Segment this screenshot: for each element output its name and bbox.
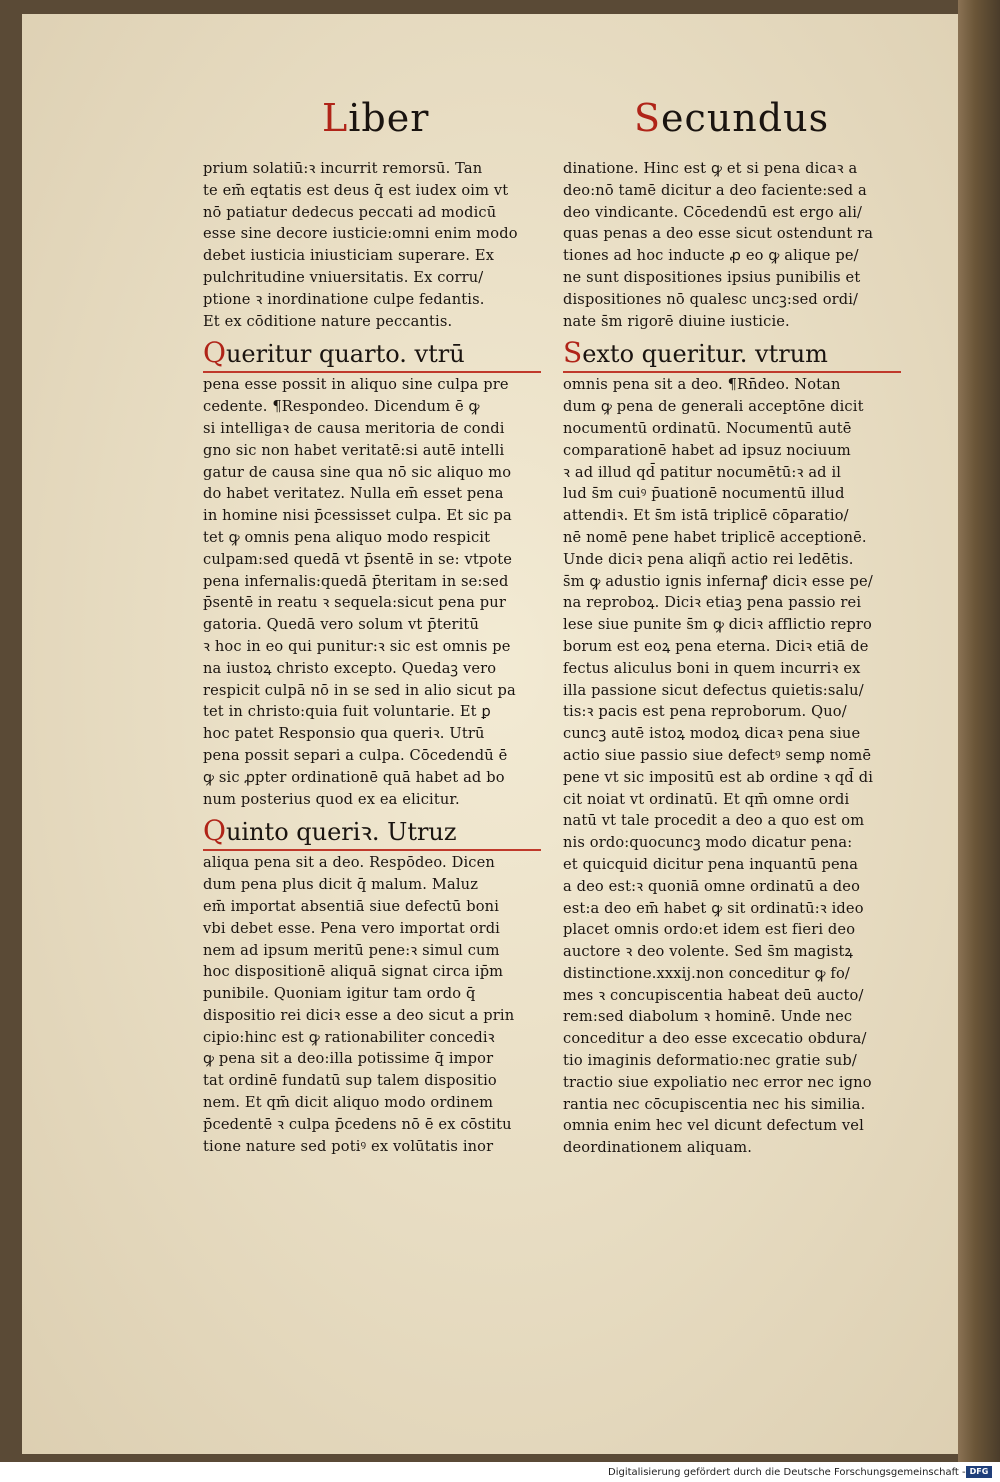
text-line: deo:nō tamē dicitur a deo faciente:sed a	[563, 181, 867, 199]
text-line: esse sine decore iusticie:omni enim modo	[203, 225, 518, 243]
text-line: omnia enim hec vel dicunt defectum vel	[563, 1117, 864, 1135]
running-head-right-text: Secundus	[634, 96, 830, 140]
text-line: ptione ꝛ inordinatione culpe fedantis.	[203, 290, 485, 308]
text-line: na reproboꝝ. Diciꝛ etiaꝫ pena passio rei	[563, 594, 862, 612]
text-line: in homine nisi p̄cessisset culpa. Et sic pa	[203, 507, 512, 525]
text-line: pena infernalis:quedā p̄teritam in se:sed	[203, 572, 509, 590]
text-line: distinctione.xxxij.non conceditur ꝙ fo/	[563, 964, 850, 982]
text-line: est:a deo em̄ habet ꝙ sit ordinatū:ꝛ ideo	[563, 899, 864, 917]
text-line: cit noiat vt ordinatū. Et qm̄ omne ordi	[563, 790, 850, 808]
text-line: natū vt tale procedit a deo a quo est om	[563, 812, 865, 830]
text-line: nō patiatur dedecus peccati ad modicū	[203, 203, 497, 221]
text-line: rem:sed diabolum ꝛ hominē. Unde nec	[563, 1008, 853, 1026]
text-line: gno sic non habet veritatē:si autē intelli	[203, 441, 505, 459]
text-line: culpam:sed quedā vt p̄sentē in se: vtpote	[203, 550, 513, 568]
rubricated-initial: S	[634, 96, 662, 140]
q5-body	[203, 852, 553, 1157]
text-line: cedente. ¶Respondeo. Dicendum ē ꝙ	[203, 398, 480, 416]
text-line: respicit culpā nō in se sed in alio sicut pa	[203, 681, 516, 699]
running-head-right	[634, 96, 829, 140]
text-line: fectus aliculus boni in quem incurriꝛ ex	[563, 659, 861, 677]
text-line: p̄sentē in reatu ꝛ sequela:sicut pena pur	[203, 594, 506, 612]
text-line: ꝛ hoc in eo qui punitur:ꝛ sic est omnis pe	[203, 637, 511, 655]
text-line: nem ad ipsum meritū pene:ꝛ simul cum	[203, 941, 500, 959]
text-line: pena possit separi a culpa. Cōcedendū ē	[203, 746, 508, 764]
text-line: dum pena plus dicit q̄ malum. Maluz	[203, 876, 479, 894]
text-line: cipio:hinc est ꝙ rationabiliter concediꝛ	[203, 1028, 495, 1046]
rubricated-initial: Q	[203, 336, 226, 370]
text-line: nis ordo:quocuncꝫ modo dicatur pena:	[563, 834, 853, 852]
text-line: actio siue passio siue defectꝰ semꝑ nomē	[563, 746, 872, 764]
text-line: a deo est:ꝛ quoniā omne ordinatū a deo	[563, 877, 861, 895]
text-line: tione nature sed potiꝰ ex volūtatis inor	[203, 1137, 494, 1155]
text-line: nocumentū ordinatū. Nocumentū autē	[563, 419, 852, 437]
text-line: placet omnis ordo:et idem est fieri deo	[563, 921, 856, 939]
dfg-logo: DFG	[966, 1466, 992, 1478]
text-line: dum ꝙ pena de generali acceptōne dicit	[563, 398, 864, 416]
text-line: mes ꝛ concupiscentia habeat deū aucto/	[563, 986, 864, 1004]
text-line: na iustoꝝ christo excepto. Quedaꝫ vero	[203, 659, 497, 677]
text-line: aliqua pena sit a deo. Respōdeo. Dicen	[203, 854, 495, 872]
text-line: attendiꝛ. Et s̄m istā triplicē cōparatio/	[563, 507, 849, 525]
text-line: rantia nec cōcupiscentia nec his similia.	[563, 1095, 866, 1113]
text-line: borum est eoꝝ pena eterna. Diciꝛ etiā de	[563, 637, 869, 655]
running-head-left	[322, 96, 429, 140]
text-line: quas penas a deo esse sicut ostendunt ra	[563, 225, 874, 243]
book-gutter	[958, 0, 1000, 1462]
left-para-top	[203, 158, 553, 332]
text-line: pulchritudine vniuersitatis. Ex corru/	[203, 268, 484, 286]
text-line: nate s̄m rigorē diuine iusticie.	[563, 312, 790, 330]
q6-body	[563, 374, 913, 1159]
q6-heading: Sexto queritur. vtrum	[563, 338, 901, 373]
q5-heading: Quinto queriꝛ. Utruz	[203, 816, 541, 851]
text-line: dinatione. Hinc est ꝙ et si pena dicaꝛ a	[563, 160, 858, 177]
text-line: punibile. Quoniam igitur tam ordo q̄	[203, 985, 476, 1003]
text-line: tet in christo:quia fuit voluntarie. Et ꝑ	[203, 703, 491, 721]
text-line: tis:ꝛ pacis est pena reproborum. Quo/	[563, 703, 847, 721]
text-line: conceditur a deo esse excecatio obdura/	[563, 1030, 867, 1048]
text-line: s̄m ꝙ adustio ignis infernaꝭ diciꝛ esse pe/	[563, 572, 873, 590]
text-line: tractio siue expoliatio nec error nec igno	[563, 1073, 872, 1091]
text-line: comparationē habet ad ipsuz nociuum	[563, 441, 851, 459]
text-line: gatoria. Quedā vero solum vt p̄teritū	[203, 616, 479, 634]
text-line: Et ex cōditione nature peccantis.	[203, 312, 453, 330]
text-line: do habet veritatez. Nulla em̄ esset pena	[203, 485, 504, 503]
text-line: lese siue punite s̄m ꝙ diciꝛ afflictio repro	[563, 616, 872, 634]
digitization-credit: Digitalisierung gefördert durch die Deutsche Forschungsgemeinschaft -	[608, 1467, 966, 1478]
text-line: si intelligaꝛ de causa meritoria de condi	[203, 419, 505, 437]
text-line: omnis pena sit a deo. ¶Rn̄deo. Notan	[563, 376, 841, 394]
right-column	[563, 158, 913, 1159]
text-line: dispositiones nō qualesc uncꝫ:sed ordi/	[563, 290, 859, 308]
text-line: auctore ꝛ deo volente. Sed s̄m magistꝝ	[563, 943, 854, 961]
text-line: hoc patet Responsio qua queriꝛ. Utrū	[203, 725, 485, 743]
text-line: ne sunt dispositiones ipsius punibilis et	[563, 268, 861, 286]
text-line: hoc dispositionē aliquā signat circa ip̄m	[203, 963, 504, 981]
text-line: tio imaginis deformatio:nec gratie sub/	[563, 1052, 857, 1070]
text-line: deordinationem aliquam.	[563, 1139, 753, 1157]
text-line: nē nomē pene habet triplicē acceptionē.	[563, 528, 867, 546]
text-line: p̄cedentē ꝛ culpa p̄cedens nō ē ex cōstitu	[203, 1115, 512, 1133]
rubricated-initial: S	[563, 336, 583, 370]
text-line: Unde diciꝛ pena aliqñ actio rei ledētis.	[563, 550, 854, 568]
text-line: dispositio rei diciꝛ esse a deo sicut a prin	[203, 1006, 515, 1024]
text-line: nem. Et qm̄ dicit aliquo modo ordinem	[203, 1094, 494, 1112]
q4-heading: Queritur quarto. vtrū	[203, 338, 541, 373]
text-line: debet iusticia iniusticiam superare. Ex	[203, 247, 495, 265]
text-line: prium solatiū:ꝛ incurrit remorsū. Tan	[203, 160, 483, 177]
text-line: tet ꝙ omnis pena aliquo modo respicit	[203, 528, 491, 546]
text-line: vbi debet esse. Pena vero importat ordi	[203, 919, 501, 937]
text-line: ꝙ pena sit a deo:illa potissime q̄ impor	[203, 1050, 494, 1068]
text-line: tat ordinē fundatū sup talem dispositio	[203, 1072, 497, 1090]
text-line: pena esse possit in aliquo sine culpa pre	[203, 376, 509, 394]
text-line: ꝙ sic ꝓpter ordinationē quā habet ad bo	[203, 768, 505, 786]
left-column	[203, 158, 553, 1157]
text-line: pene vt sic impositū est ab ordine ꝛ qd̄ di	[563, 768, 874, 786]
text-line: te em̄ eqtatis est deus q̄ est iudex oim vt	[203, 181, 509, 199]
text-line: tiones ad hoc inducte ꝓ eo ꝙ alique pe/	[563, 247, 859, 265]
text-line: illa passione sicut defectus quietis:salu/	[563, 681, 864, 699]
text-line: ꝛ ad illud qd̄ patitur nocumētū:ꝛ ad il	[563, 463, 842, 481]
text-line: em̄ importat absentiā siue defectū boni	[203, 897, 500, 915]
running-head-left-text: Liber	[322, 96, 430, 140]
text-line: num posterius quod ex ea elicitur.	[203, 790, 460, 808]
text-line: et quicquid dicitur pena inquantū pena	[563, 855, 859, 873]
text-line: cuncꝫ autē istoꝝ modoꝝ dicaꝛ pena siue	[563, 725, 861, 743]
right-para-top	[563, 158, 913, 332]
text-line: deo vindicante. Cōcedendū est ergo ali/	[563, 203, 863, 221]
rubricated-initial: Q	[203, 814, 226, 848]
q4-body	[203, 374, 553, 810]
text-line: gatur de causa sine qua nō sic aliquo mo	[203, 463, 512, 481]
rubricated-initial: L	[322, 96, 349, 140]
text-line: lud s̄m cuiꝰ p̄uationē nocumentū illud	[563, 485, 845, 503]
